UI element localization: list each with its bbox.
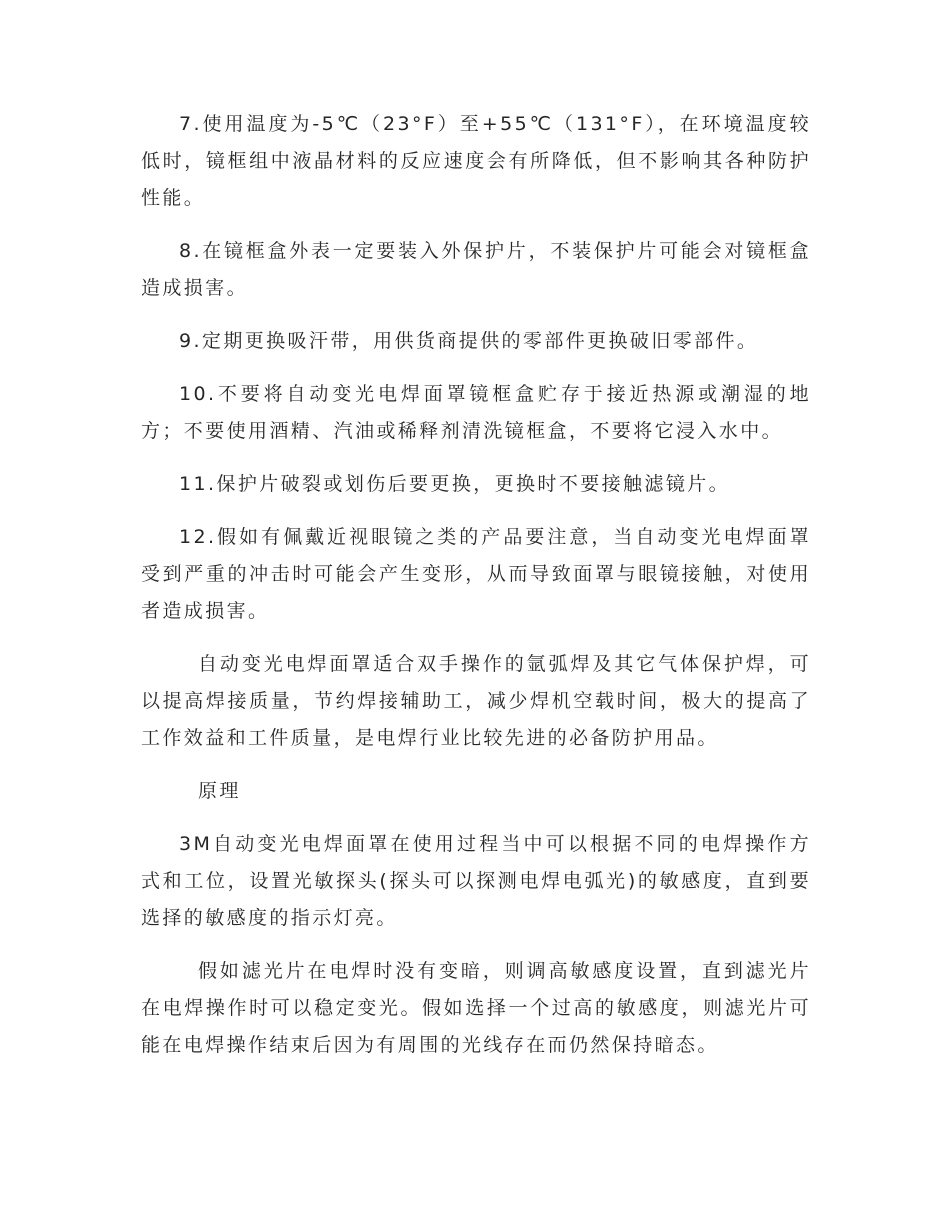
paragraph-item-7: 7.使用温度为-5℃（23°F）至+55℃（131°F），在环境温度较低时，镜框组中液晶材料的反应速度会有所降低，但不影响其各种防护性能。: [141, 113, 811, 209]
paragraph-item-11: 11.保护片破裂或划伤后要更换，更换时不要接触滤镜片。: [179, 473, 731, 495]
paragraph-item-10: 10.不要将自动变光电焊面罩镜框盒贮存于接近热源或潮湿的地方；不要使用酒精、汽油或稀释剂清洗镜框盒，不要将它浸入水中。: [141, 383, 811, 442]
paragraph-item-8: 8.在镜框盒外表一定要装入外保护片，不装保护片可能会对镜框盒造成损害。: [141, 240, 811, 299]
section-heading-principle: 原理: [198, 780, 241, 802]
paragraph-principle-3m: 3M自动变光电焊面罩在使用过程当中可以根据不同的电焊操作方式和工位，设置光敏探头(探头可以探测电焊电弧光)的敏感度，直到要选择的敏感度的指示灯亮。: [141, 833, 811, 929]
paragraph-sensitivity-adjust: 假如滤光片在电焊时没有变暗，则调高敏感度设置，直到滤光片在电焊操作时可以稳定变光。假如选择一个过高的敏感度，则滤光片可能在电焊操作结束后因为有周围的光线存在而仍然保持暗态。: [141, 960, 811, 1056]
paragraph-overview: 自动变光电焊面罩适合双手操作的氩弧焊及其它气体保护焊，可以提高焊接质量，节约焊接辅助工，减少焊机空载时间，极大的提高了工作效益和工件质量，是电焊行业比较先进的必备防护用品。: [141, 653, 811, 749]
paragraph-item-9: 9.定期更换吸汗带，用供货商提供的零部件更换破旧零部件。: [179, 330, 759, 352]
document-body: [141, 106, 811, 1080]
paragraph-item-12: 12.假如有佩戴近视眼镜之类的产品要注意，当自动变光电焊面罩受到严重的冲击时可能会产生变形，从而导致面罩与眼镜接触，对使用者造成损害。: [141, 526, 811, 622]
